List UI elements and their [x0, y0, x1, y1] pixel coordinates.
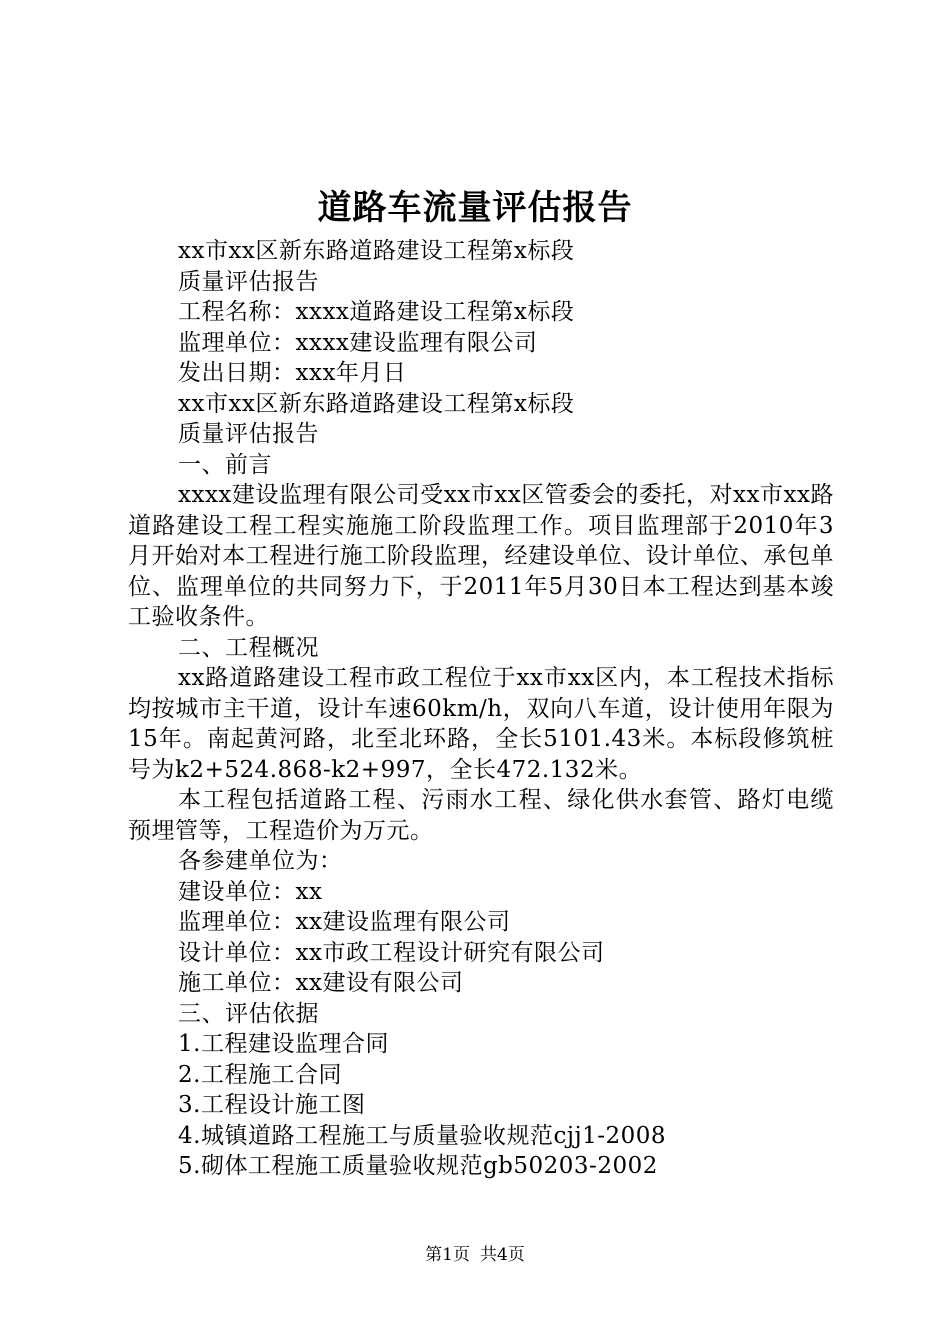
overview-paragraph: xx路道路建设工程市政工程位于xx市xx区内，本工程技术指标均按城市主干道，设计车速60km/h，双向八车道，设计使用年限为15年。南起黄河路，北至北环路，全长5101.43米。本标段修筑桩号为k2+524.868-k2+997，全长472.132米。	[128, 665, 834, 783]
section-heading-preface: 一、前言	[178, 451, 272, 478]
section-heading-basis: 三、评估依据	[178, 1000, 319, 1027]
issue-date-line: 发出日期：xxx年月日	[178, 360, 407, 386]
parties-heading: 各参建单位为：	[178, 848, 343, 874]
page-number-current: 第1页	[425, 1245, 470, 1265]
project-line-repeat: xx市xx区新东路道路建设工程第x标段	[178, 390, 575, 417]
party-contractor: 施工单位：xx建设有限公司	[178, 970, 464, 996]
party-supervisor: 监理单位：xx建设监理有限公司	[178, 909, 511, 935]
preface-paragraph: xxxx建设监理有限公司受xx市xx区管委会的委托，对xx市xx路道路建设工程工程实施施工阶段监理工作。项目监理部于2010年3月开始对本工程进行施工阶段监理，经建设单位、设计单位、承包单位、监理单位的共同努力下，于2011年5月30日本工程达到基本竣工验收条件。	[128, 482, 834, 630]
document-body	[128, 236, 834, 1182]
basis-item-4: 4.城镇道路工程施工与质量验收规范cjj1-2008	[178, 1122, 667, 1149]
section-heading-overview: 二、工程概况	[178, 634, 319, 661]
party-designer: 设计单位：xx市政工程设计研究有限公司	[178, 939, 605, 966]
party-builder: 建设单位：xx	[178, 878, 323, 905]
scope-paragraph: 本工程包括道路工程、污雨水工程、绿化供水套管、路灯电缆预埋管等，工程造价为万元。	[128, 787, 834, 844]
supervisor-line: 监理单位：xxxx建设监理有限公司	[178, 329, 538, 356]
basis-item-1: 1.工程建设监理合同	[178, 1031, 389, 1057]
report-subtitle-repeat: 质量评估报告	[178, 421, 319, 447]
basis-item-5: 5.砌体工程施工质量验收规范gb50203-2002	[178, 1153, 658, 1179]
document-title: 道路车流量评估报告	[317, 188, 633, 228]
page-footer	[0, 1243, 950, 1267]
page-number-total: 共4页	[480, 1245, 525, 1265]
report-subtitle: 质量评估报告	[178, 268, 319, 295]
basis-item-2: 2.工程施工合同	[178, 1061, 342, 1088]
project-line: xx市xx区新东路道路建设工程第x标段	[178, 238, 575, 264]
project-name-line: 工程名称：xxxx道路建设工程第x标段	[178, 299, 575, 325]
basis-item-3: 3.工程设计施工图	[178, 1092, 366, 1118]
